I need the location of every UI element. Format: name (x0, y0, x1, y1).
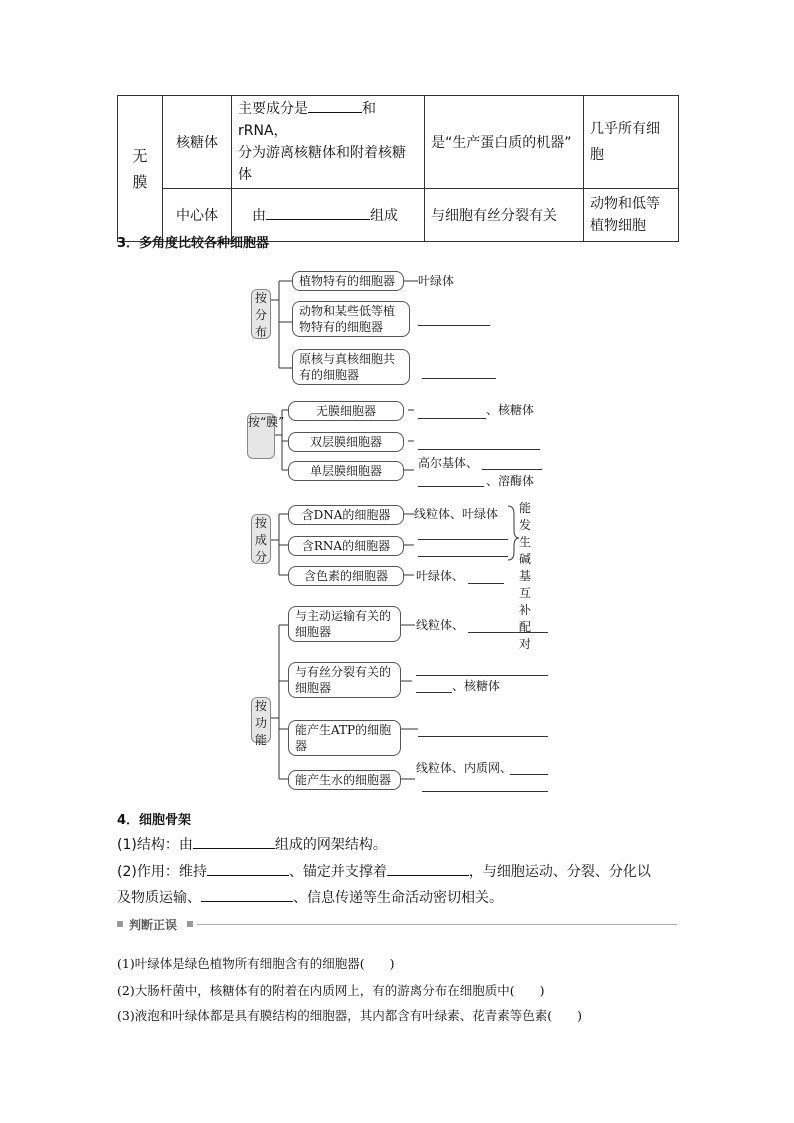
ribosome-function: 是“生产蛋白质的机器” (431, 135, 572, 151)
box-label: 与主动运输有关的细胞器 (295, 609, 392, 639)
blank-line (482, 469, 542, 470)
ribosome-composition-line2: 分为游离核糖体和附着核糖体 (238, 145, 406, 183)
structure-post: 组成的网架结构。 (274, 837, 387, 853)
answer-ribosome: 、核糖体 (486, 403, 535, 417)
answer-ribosome-2: 、核糖体 (452, 679, 501, 693)
blank-line (510, 774, 548, 775)
blank-line (418, 449, 540, 450)
water-producing-organelles-box (288, 770, 401, 790)
answer-chloroplast: 叶绿体 (418, 274, 455, 288)
structure-pre: (1)结构：由 (117, 837, 193, 853)
box-label: 无膜细胞器 (315, 404, 376, 418)
centrosome-name: 中心体 (176, 208, 218, 224)
blank-line (416, 675, 548, 676)
animal-lower-plant-organelles-box (292, 301, 410, 337)
ribosome-composition-pre: 主要成分是 (238, 101, 308, 117)
single-membrane-organelles-box (288, 461, 404, 481)
bullet-square-icon (117, 921, 123, 927)
box-label: 含RNA的细胞器 (301, 539, 391, 553)
box-label: 双层膜细胞器 (309, 435, 382, 449)
blank-line (418, 325, 490, 326)
blank-line (418, 418, 486, 419)
section3-heading: 3．多角度比较各种细胞器 (117, 236, 270, 251)
box-label: 动物和某些低等植物特有的细胞器 (299, 304, 396, 334)
blank-line (201, 887, 293, 902)
blank-line (418, 556, 508, 557)
category-label: 按分布 (254, 291, 267, 339)
blank-line (422, 791, 548, 792)
blank-line (422, 378, 496, 379)
judge-item-2: (2)大肠杆菌中，核糖体有的附着在内质网上，有的游离分布在细胞质中( ) (117, 983, 545, 998)
dna-organelles-box (288, 505, 404, 525)
box-label: 能产生ATP的细胞器 (295, 723, 392, 753)
centrosome-composition-mid: 组成 (370, 208, 398, 224)
cytoskeleton-function-line1 (117, 861, 651, 882)
box-label: 单层膜细胞器 (309, 464, 382, 478)
blank-line (418, 736, 548, 737)
shared-organelles-box (292, 349, 410, 385)
answer-mitochondria: 线粒体、 (416, 618, 465, 632)
ribosome-name: 核糖体 (176, 135, 218, 151)
brace-note: 能发生碱基互补配对 (519, 501, 532, 651)
blank-line (468, 583, 504, 584)
category-by-function (251, 697, 271, 747)
atp-organelles-box (288, 720, 401, 756)
membraneless-organelles-box (288, 401, 404, 421)
function-line2-post: 、信息传递等生命活动密切相关。 (293, 890, 503, 906)
category-by-membrane (247, 413, 285, 459)
centrosome-composition-pre: 由 (252, 208, 266, 224)
blank-line (193, 834, 275, 849)
blank-line (418, 486, 484, 487)
group-label: 无膜 (132, 146, 148, 191)
ribosome-distribution: 几乎所有细胞 (590, 121, 660, 163)
function-pre: (2)作用：维持 (117, 864, 207, 880)
blank-line (416, 692, 452, 693)
category-label: 按功能 (254, 699, 267, 747)
mitosis-organelles-box (288, 662, 401, 698)
box-label: 与有丝分裂有关的细胞器 (295, 665, 392, 695)
blank-line (468, 632, 548, 633)
rna-organelles-box (288, 536, 404, 556)
answer-golgi: 高尔基体、 (418, 456, 479, 470)
active-transport-organelles-box (288, 606, 401, 642)
section4-heading: 4．细胞骨架 (117, 813, 192, 828)
category-by-distribution (251, 289, 271, 339)
box-label: 含色素的细胞器 (303, 569, 388, 583)
double-membrane-organelles-box (288, 432, 404, 452)
box-label: 植物特有的细胞器 (299, 274, 396, 288)
blank-line (207, 861, 289, 876)
cytoskeleton-structure (117, 834, 387, 855)
ribosome-composition-mid: 和rRNA， (238, 101, 376, 139)
centrosome-distribution: 动物和低等植物细胞 (590, 196, 660, 234)
bullet-square-icon (187, 921, 193, 927)
pigment-organelles-box (288, 566, 404, 586)
function-mid1: 、锚定并支撑着 (288, 864, 387, 880)
box-label: 原核与真核细胞共有的细胞器 (299, 352, 396, 382)
centrosome-function: 与细胞有丝分裂有关 (431, 208, 557, 224)
answer-lysosome: 、溶酶体 (486, 474, 535, 488)
answer-mito-er: 线粒体、内质网、 (416, 761, 513, 775)
category-by-component (251, 514, 271, 564)
blank-line (387, 861, 469, 876)
box-label: 含DNA的细胞器 (301, 508, 391, 522)
answer-chloroplast-2: 叶绿体、 (416, 569, 465, 583)
judge-item-1: (1)叶绿体是绿色植物所有细胞含有的细胞器( ) (117, 956, 395, 971)
answer-mito-chloro: 线粒体、叶绿体 (414, 507, 499, 521)
box-label: 能产生水的细胞器 (295, 773, 392, 787)
judge-divider (197, 924, 677, 925)
function-mid2: ，与细胞运动、分裂、分化以 (468, 864, 651, 880)
plant-specific-organelles-box (292, 271, 404, 291)
judge-header (117, 918, 677, 932)
function-line2-pre: 及物质运输、 (117, 890, 201, 906)
cytoskeleton-function-line2 (117, 887, 503, 908)
blank-line (418, 539, 508, 540)
judge-title: 判断正误 (129, 918, 178, 932)
category-label: 按“膜” (248, 415, 285, 429)
judge-item-3: (3)液泡和叶绿体都是具有膜结构的细胞器，其内都含有叶绿素、花青素等色素( ) (117, 1008, 582, 1023)
category-label: 按成分 (254, 516, 267, 564)
